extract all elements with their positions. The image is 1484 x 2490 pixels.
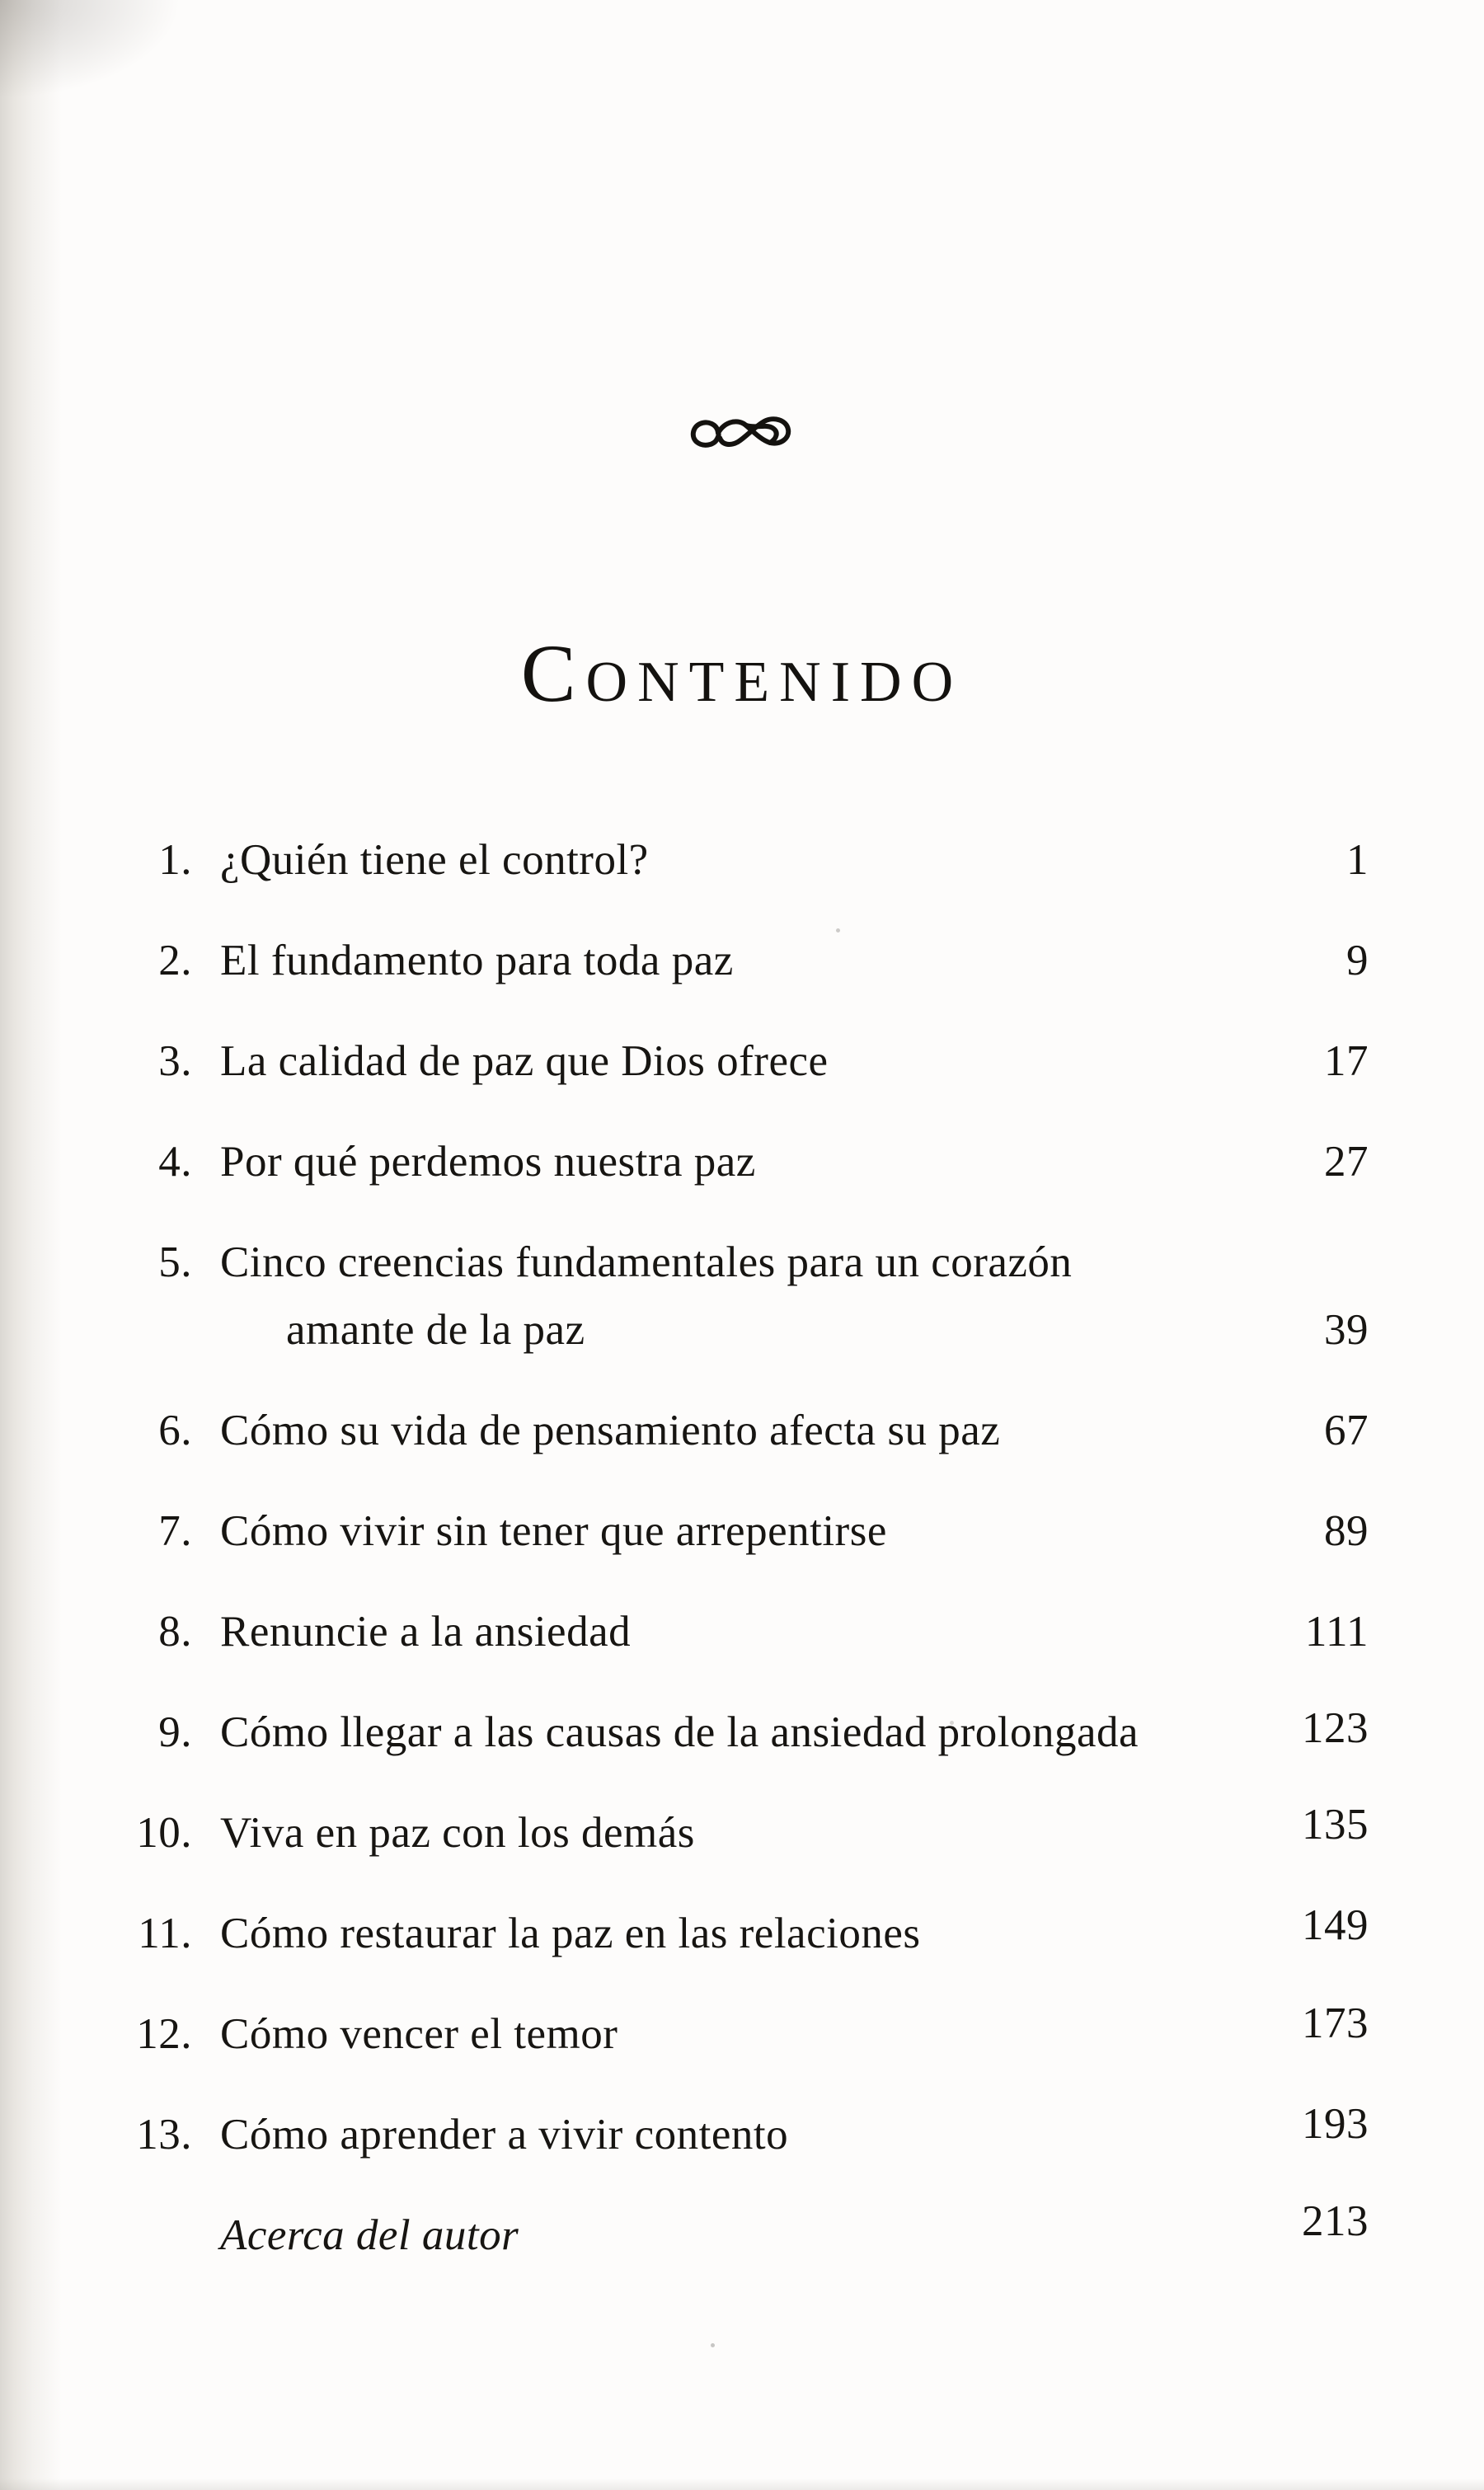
chapter-number: 2. <box>158 937 192 984</box>
page-number: 89 <box>1324 1507 1369 1555</box>
chapter-title-wrap <box>220 1128 1308 1196</box>
chapter-title: Cómo llegar a las causas de la ansiedad prolongada <box>220 1708 1139 1756</box>
chapter-number: 6. <box>158 1407 192 1454</box>
toc-entry <box>122 1698 1369 1766</box>
page-edge-shadow <box>0 0 62 2490</box>
toc-entry <box>122 1229 1369 1364</box>
toc-entry <box>122 1497 1369 1565</box>
calligraphic-flourish-icon <box>0 412 1484 455</box>
chapter-title-wrap <box>220 1397 1308 1464</box>
chapter-number: 11. <box>138 1910 192 1957</box>
chapter-title: Cómo restaurar la paz en las relaciones <box>220 1910 921 1957</box>
chapter-title-line2: amante de la paz <box>286 1306 585 1354</box>
page-number: 1 <box>1346 836 1369 884</box>
chapter-title: La calidad de paz que Dios ofrece <box>220 1037 829 1085</box>
page-title: Contenido <box>520 627 964 719</box>
chapter-number: 1. <box>158 836 192 884</box>
chapter-number: 7. <box>158 1507 192 1555</box>
chapter-number: 10. <box>136 1809 192 1857</box>
scan-speck <box>711 2343 715 2347</box>
toc-entry <box>122 1397 1369 1464</box>
toc-entry <box>122 1799 1369 1867</box>
page-number: 111 <box>1304 1608 1369 1656</box>
toc-entry <box>122 1027 1369 1095</box>
toc-entry <box>122 826 1369 894</box>
page-corner-shadow <box>0 0 181 99</box>
toc-entry <box>122 2197 1369 2269</box>
chapter-number: 4. <box>158 1138 192 1186</box>
page-number: 123 <box>1302 1704 1369 1752</box>
page-number: 27 <box>1324 1138 1369 1186</box>
chapter-title: Cómo aprender a vivir contento <box>220 2111 789 2159</box>
page-number: 39 <box>1324 1306 1369 1354</box>
toc-entry <box>122 1900 1369 1967</box>
page-number: 173 <box>1302 1999 1369 2047</box>
chapter-title: Cómo vencer el temor <box>220 2010 618 2058</box>
page-number: 213 <box>1302 2197 1369 2245</box>
chapter-title: Cómo su vida de pensamiento afecta su paz <box>220 1407 1001 1454</box>
chapter-title-wrap <box>220 826 1330 894</box>
page-number: 17 <box>1324 1037 1369 1085</box>
page-number: 9 <box>1346 937 1369 984</box>
chapter-number: 13. <box>136 2111 192 2159</box>
page-number: 149 <box>1302 1901 1369 1949</box>
chapter-title-wrap <box>220 2201 1285 2269</box>
chapter-title-wrap <box>220 1497 1308 1565</box>
chapter-number: 8. <box>158 1608 192 1656</box>
chapter-number: 12. <box>136 2010 192 2058</box>
toc-list <box>122 826 1369 2302</box>
toc-entry <box>122 2000 1369 2068</box>
chapter-title-wrap <box>220 927 1330 994</box>
toc-entry <box>122 927 1369 994</box>
chapter-title-wrap <box>220 1598 1289 1665</box>
chapter-title: ¿Quién tiene el control? <box>220 836 649 884</box>
chapter-title-wrap <box>220 1799 1285 1867</box>
toc-entry <box>122 1128 1369 1196</box>
toc-entry <box>122 1598 1369 1665</box>
chapter-title: Por qué perdemos nuestra paz <box>220 1138 756 1186</box>
page-number: 135 <box>1302 1801 1369 1849</box>
page-number: 193 <box>1302 2100 1369 2148</box>
page-number: 67 <box>1324 1407 1369 1454</box>
chapter-number: 9. <box>158 1708 192 1756</box>
chapter-title: Acerca del autor <box>220 2211 519 2259</box>
page-bottom-shadow <box>0 2478 1484 2490</box>
chapter-title: Renuncie a la ansiedad <box>220 1608 632 1656</box>
chapter-title: Viva en paz con los demás <box>220 1809 695 1857</box>
chapter-title-wrap <box>220 1698 1285 1766</box>
chapter-title-wrap <box>220 2101 1285 2168</box>
chapter-number: 5. <box>158 1238 192 1286</box>
chapter-title: El fundamento para toda paz <box>220 937 734 984</box>
chapter-title-wrap <box>220 1027 1308 1095</box>
chapter-title-wrap <box>220 1229 1308 1364</box>
chapter-title-wrap <box>220 2000 1285 2068</box>
chapter-title: Cómo vivir sin tener que arrepentirse <box>220 1507 887 1555</box>
chapter-number: 3. <box>158 1037 192 1085</box>
chapter-title: Cinco creencias fundamentales para un corazón <box>220 1238 1073 1286</box>
chapter-title-wrap <box>220 1900 1285 1967</box>
toc-entry <box>122 2101 1369 2168</box>
